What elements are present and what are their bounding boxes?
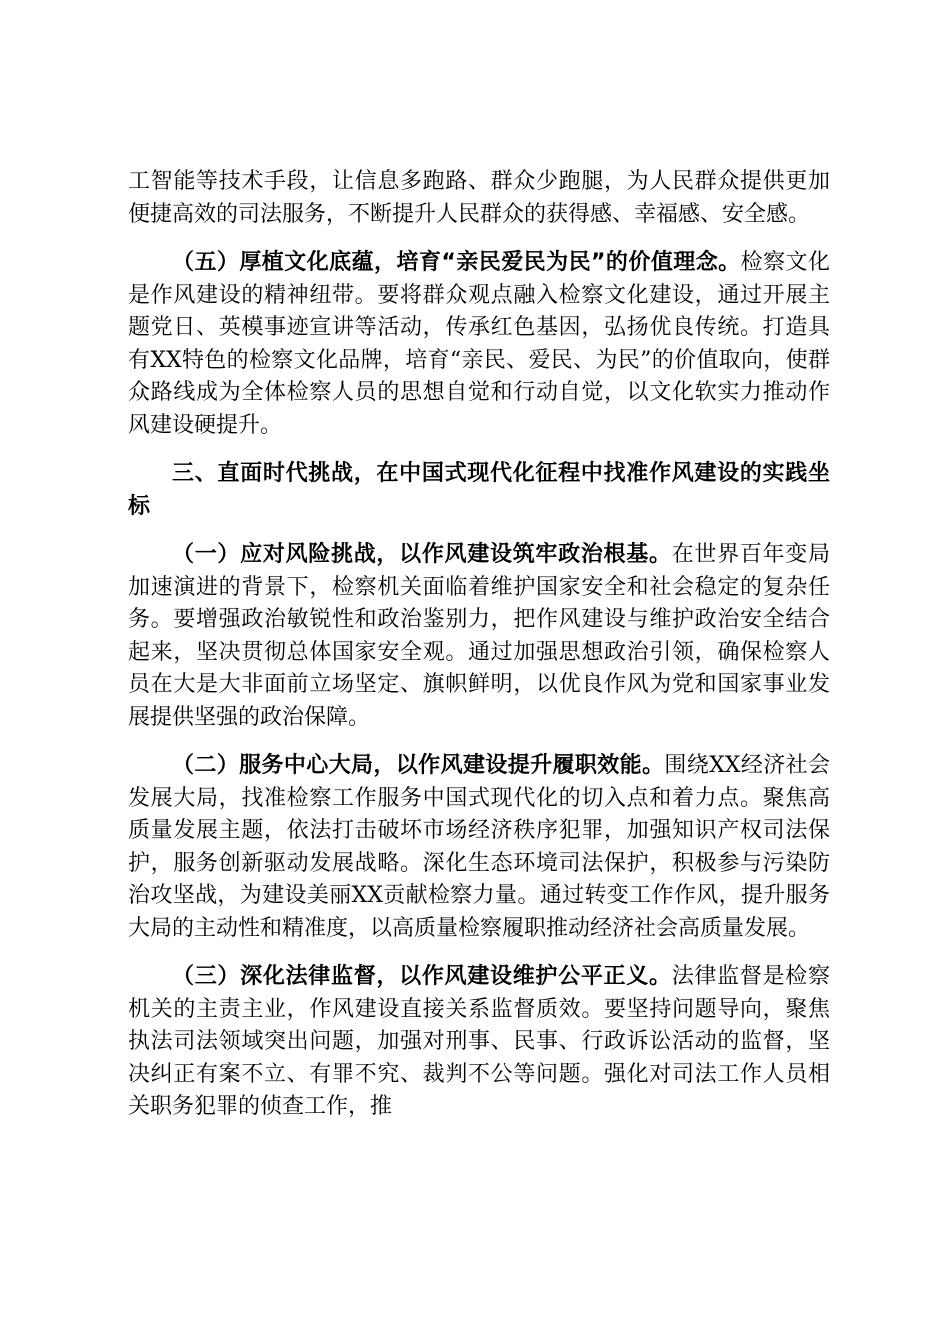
paragraph-body: 检察文化是作风建设的精神纽带。要将群众观点融入检察文化建设，通过开展主题党日、英模事迹宣讲等活动，传承红色基因，弘扬优良传统。打造具有XX特色的检察文化品牌，培育“亲民、爱民、为民”的价值取向，使群众路线成为全体检察人员的思想自觉和行动自觉，以文化软实力推动作风建设硬提升。	[128, 250, 830, 438]
section-heading	[128, 458, 830, 523]
paragraph-lead: （五）厚植文化底蕴，培育“亲民爱民为民”的价值理念。	[172, 250, 741, 275]
paragraph-lead: （二）服务中心大局，以作风建设提升履职效能。	[172, 753, 665, 778]
paragraph-service	[128, 750, 830, 945]
paragraph-culture	[128, 247, 830, 442]
paragraph-continuation	[128, 166, 830, 231]
section-heading-text: 三、直面时代挑战，在中国式现代化征程中找准作风建设的实践坐标	[128, 461, 830, 519]
paragraph-body: 法律监督是检察机关的主责主业，作风建设直接关系监督质效。要坚持问题导向，聚焦执法司法领域突出问题，加强对刑事、民事、行政诉讼活动的监督，坚决纠正有案不立、有罪不究、裁判不公等问题。强化对司法工作人员相关职务犯罪的侦查工作，推	[128, 964, 830, 1119]
paragraph-text: 工智能等技术手段，让信息多跑路、群众少跑腿，为人民群众提供更加便捷高效的司法服务，不断提升人民群众的获得感、幸福感、安全感。	[128, 169, 830, 227]
paragraph-body: 在世界百年变局加速演进的背景下，检察机关面临着维护国家安全和社会稳定的复杂任务。要增强政治敏锐性和政治鉴别力，把作风建设与维护政治安全结合起来，坚决贯彻总体国家安全观。通过加强思想政治引领，确保检察人员在大是大非面前立场坚定、旗帜鲜明，以优良作风为党和国家事业发展提供坚强的政治保障。	[128, 542, 830, 730]
paragraph-body: 围绕XX经济社会发展大局，找准检察工作服务中国式现代化的切入点和着力点。聚焦高质量发展主题，依法打击破坏市场经济秩序犯罪，加强知识产权司法保护，服务创新驱动发展战略。深化生态环境司法保护，积极参与污染防治攻坚战，为建设美丽XX贡献检察力量。通过转变工作作风，提升服务大局的主动性和精准度，以高质量检察履职推动经济社会高质量发展。	[128, 753, 830, 941]
paragraph-lead: （三）深化法律监督，以作风建设维护公平正义。	[172, 964, 672, 989]
paragraph-lead: （一）应对风险挑战，以作风建设筑牢政治根基。	[172, 542, 672, 567]
paragraph-risk	[128, 539, 830, 734]
document-page	[128, 166, 830, 1140]
paragraph-supervision	[128, 961, 830, 1124]
